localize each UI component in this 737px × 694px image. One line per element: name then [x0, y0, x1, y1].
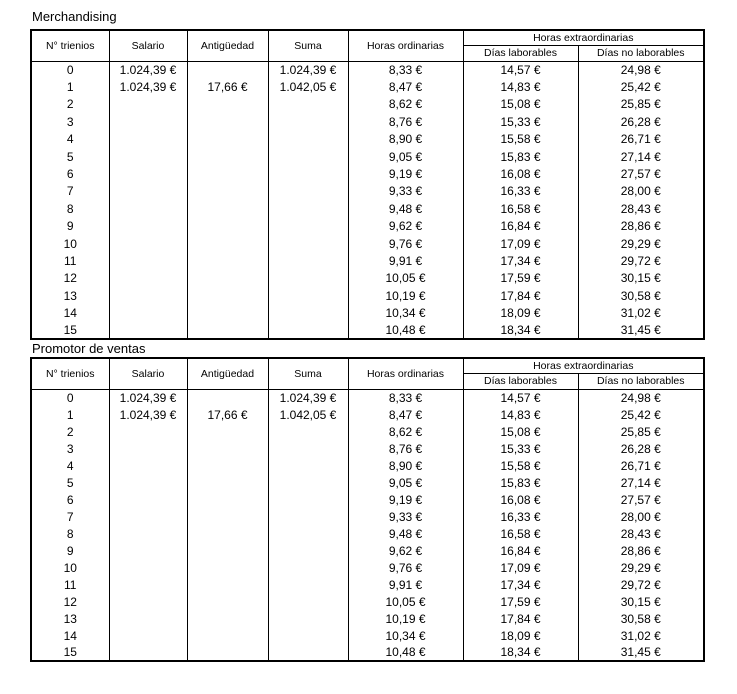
- cell-antiguedad: [187, 644, 268, 661]
- cell-trienios: 15: [31, 322, 109, 339]
- cell-antiguedad: [187, 610, 268, 627]
- table-body: [31, 61, 704, 339]
- cell-salario: [109, 423, 187, 440]
- cell-dias-laborables: 15,33 €: [463, 440, 578, 457]
- table-row: [31, 61, 704, 78]
- cell-trienios: 0: [31, 61, 109, 78]
- cell-trienios: 13: [31, 287, 109, 304]
- cell-trienios: 14: [31, 627, 109, 644]
- cell-salario: [109, 644, 187, 661]
- cell-suma: [268, 287, 348, 304]
- table-body: [31, 389, 704, 661]
- cell-horas-ordinarias: 8,33 €: [348, 389, 463, 406]
- col-header-antiguedad: Antigüedad: [187, 358, 268, 389]
- cell-antiguedad: [187, 423, 268, 440]
- cell-dias-laborables: 16,58 €: [463, 525, 578, 542]
- cell-trienios: 7: [31, 183, 109, 200]
- cell-dias-no-laborables: 26,28 €: [578, 440, 704, 457]
- cell-antiguedad: [187, 593, 268, 610]
- table-row: [31, 304, 704, 321]
- table-row: [31, 457, 704, 474]
- col-header-dias-laborables: Días laborables: [463, 45, 578, 61]
- cell-horas-ordinarias: 8,76 €: [348, 113, 463, 130]
- table-row: [31, 491, 704, 508]
- cell-trienios: 12: [31, 593, 109, 610]
- cell-dias-laborables: 17,09 €: [463, 559, 578, 576]
- col-header-suma: Suma: [268, 358, 348, 389]
- cell-salario: [109, 610, 187, 627]
- cell-horas-ordinarias: 9,76 €: [348, 559, 463, 576]
- cell-horas-ordinarias: 8,90 €: [348, 131, 463, 148]
- cell-trienios: 1: [31, 406, 109, 423]
- cell-antiguedad: [187, 525, 268, 542]
- cell-dias-laborables: 17,34 €: [463, 252, 578, 269]
- cell-suma: [268, 252, 348, 269]
- table-row: [31, 440, 704, 457]
- cell-horas-ordinarias: 10,19 €: [348, 287, 463, 304]
- cell-dias-no-laborables: 29,72 €: [578, 576, 704, 593]
- cell-suma: [268, 235, 348, 252]
- cell-trienios: 5: [31, 474, 109, 491]
- table-row: [31, 131, 704, 148]
- table-row: [31, 525, 704, 542]
- cell-trienios: 4: [31, 457, 109, 474]
- cell-dias-no-laborables: 30,58 €: [578, 610, 704, 627]
- table-row: [31, 389, 704, 406]
- cell-dias-laborables: 16,33 €: [463, 183, 578, 200]
- cell-dias-no-laborables: 27,14 €: [578, 148, 704, 165]
- cell-horas-ordinarias: 8,76 €: [348, 440, 463, 457]
- cell-dias-laborables: 15,08 €: [463, 423, 578, 440]
- cell-horas-ordinarias: 9,33 €: [348, 508, 463, 525]
- cell-antiguedad: [187, 270, 268, 287]
- cell-salario: [109, 542, 187, 559]
- table-block-promotor-de-ventas: [30, 341, 737, 662]
- cell-dias-no-laborables: 28,86 €: [578, 218, 704, 235]
- cell-suma: [268, 322, 348, 339]
- cell-dias-no-laborables: 25,85 €: [578, 96, 704, 113]
- cell-dias-laborables: 17,34 €: [463, 576, 578, 593]
- cell-trienios: 13: [31, 610, 109, 627]
- table-row: [31, 593, 704, 610]
- cell-suma: [268, 474, 348, 491]
- cell-dias-laborables: 15,33 €: [463, 113, 578, 130]
- cell-horas-ordinarias: 9,19 €: [348, 165, 463, 182]
- cell-dias-no-laborables: 28,43 €: [578, 200, 704, 217]
- cell-dias-laborables: 16,08 €: [463, 165, 578, 182]
- table-row: [31, 322, 704, 339]
- cell-dias-no-laborables: 26,28 €: [578, 113, 704, 130]
- cell-trienios: 10: [31, 235, 109, 252]
- col-header-suma: Suma: [268, 30, 348, 61]
- cell-suma: [268, 113, 348, 130]
- table-row: [31, 165, 704, 182]
- cell-suma: [268, 542, 348, 559]
- cell-horas-ordinarias: 10,34 €: [348, 627, 463, 644]
- cell-suma: [268, 440, 348, 457]
- cell-dias-laborables: 18,09 €: [463, 627, 578, 644]
- salary-table-promotor-de-ventas: [30, 357, 705, 662]
- cell-dias-laborables: 17,84 €: [463, 287, 578, 304]
- cell-horas-ordinarias: 10,19 €: [348, 610, 463, 627]
- table-row: [31, 644, 704, 661]
- cell-horas-ordinarias: 8,47 €: [348, 78, 463, 95]
- col-header-horas-extraordinarias: Horas extraordinarias: [463, 358, 704, 373]
- cell-horas-ordinarias: 8,47 €: [348, 406, 463, 423]
- cell-suma: [268, 165, 348, 182]
- cell-horas-ordinarias: 8,62 €: [348, 423, 463, 440]
- cell-salario: [109, 183, 187, 200]
- cell-dias-laborables: 16,33 €: [463, 508, 578, 525]
- cell-trienios: 6: [31, 165, 109, 182]
- cell-antiguedad: [187, 113, 268, 130]
- cell-trienios: 8: [31, 200, 109, 217]
- cell-dias-no-laborables: 27,57 €: [578, 491, 704, 508]
- cell-salario: [109, 148, 187, 165]
- col-header-horas-extraordinarias: Horas extraordinarias: [463, 30, 704, 45]
- cell-salario: [109, 131, 187, 148]
- cell-horas-ordinarias: 9,33 €: [348, 183, 463, 200]
- cell-salario: [109, 525, 187, 542]
- cell-horas-ordinarias: 9,19 €: [348, 491, 463, 508]
- table-row: [31, 508, 704, 525]
- cell-dias-laborables: 14,83 €: [463, 78, 578, 95]
- cell-dias-no-laborables: 29,29 €: [578, 559, 704, 576]
- cell-trienios: 10: [31, 559, 109, 576]
- cell-antiguedad: [187, 542, 268, 559]
- cell-dias-no-laborables: 26,71 €: [578, 457, 704, 474]
- salary-table-merchandising: [30, 29, 705, 340]
- cell-dias-laborables: 15,83 €: [463, 148, 578, 165]
- table-header: [31, 358, 704, 389]
- cell-horas-ordinarias: 9,91 €: [348, 252, 463, 269]
- cell-suma: [268, 423, 348, 440]
- cell-antiguedad: [187, 576, 268, 593]
- cell-antiguedad: [187, 131, 268, 148]
- cell-horas-ordinarias: 9,48 €: [348, 200, 463, 217]
- cell-salario: [109, 457, 187, 474]
- cell-antiguedad: [187, 322, 268, 339]
- table-row: [31, 576, 704, 593]
- cell-dias-no-laborables: 24,98 €: [578, 389, 704, 406]
- cell-suma: [268, 304, 348, 321]
- cell-antiguedad: [187, 183, 268, 200]
- cell-dias-laborables: 14,83 €: [463, 406, 578, 423]
- cell-antiguedad: [187, 304, 268, 321]
- cell-trienios: 9: [31, 218, 109, 235]
- cell-antiguedad: [187, 457, 268, 474]
- cell-antiguedad: 17,66 €: [187, 406, 268, 423]
- table-row: [31, 78, 704, 95]
- cell-antiguedad: [187, 148, 268, 165]
- cell-suma: 1.042,05 €: [268, 406, 348, 423]
- cell-trienios: 11: [31, 252, 109, 269]
- cell-antiguedad: [187, 627, 268, 644]
- cell-horas-ordinarias: 10,05 €: [348, 593, 463, 610]
- table-row: [31, 627, 704, 644]
- cell-antiguedad: [187, 474, 268, 491]
- cell-trienios: 12: [31, 270, 109, 287]
- cell-horas-ordinarias: 10,34 €: [348, 304, 463, 321]
- cell-suma: [268, 457, 348, 474]
- cell-salario: [109, 287, 187, 304]
- cell-dias-no-laborables: 31,02 €: [578, 304, 704, 321]
- cell-trienios: 14: [31, 304, 109, 321]
- cell-dias-laborables: 14,57 €: [463, 61, 578, 78]
- cell-suma: 1.042,05 €: [268, 78, 348, 95]
- cell-dias-laborables: 18,34 €: [463, 322, 578, 339]
- table-row: [31, 183, 704, 200]
- col-header-dias-no-laborables: Días no laborables: [578, 45, 704, 61]
- cell-horas-ordinarias: 8,33 €: [348, 61, 463, 78]
- table-row: [31, 474, 704, 491]
- cell-dias-laborables: 14,57 €: [463, 389, 578, 406]
- table-row: [31, 148, 704, 165]
- cell-salario: [109, 200, 187, 217]
- cell-trienios: 4: [31, 131, 109, 148]
- cell-salario: [109, 576, 187, 593]
- cell-dias-laborables: 17,59 €: [463, 593, 578, 610]
- cell-antiguedad: 17,66 €: [187, 78, 268, 95]
- cell-horas-ordinarias: 10,48 €: [348, 322, 463, 339]
- cell-dias-laborables: 15,83 €: [463, 474, 578, 491]
- cell-antiguedad: [187, 96, 268, 113]
- col-header-antiguedad: Antigüedad: [187, 30, 268, 61]
- cell-antiguedad: [187, 440, 268, 457]
- cell-antiguedad: [187, 508, 268, 525]
- cell-antiguedad: [187, 559, 268, 576]
- cell-dias-no-laborables: 29,29 €: [578, 235, 704, 252]
- table-row: [31, 406, 704, 423]
- cell-dias-laborables: 15,58 €: [463, 457, 578, 474]
- cell-dias-no-laborables: 28,86 €: [578, 542, 704, 559]
- table-row: [31, 96, 704, 113]
- cell-antiguedad: [187, 491, 268, 508]
- cell-salario: [109, 508, 187, 525]
- cell-salario: [109, 96, 187, 113]
- cell-salario: [109, 593, 187, 610]
- cell-dias-no-laborables: 25,42 €: [578, 406, 704, 423]
- cell-suma: [268, 508, 348, 525]
- cell-horas-ordinarias: 9,62 €: [348, 218, 463, 235]
- col-header-dias-no-laborables: Días no laborables: [578, 373, 704, 389]
- cell-antiguedad: [187, 235, 268, 252]
- cell-salario: [109, 252, 187, 269]
- cell-horas-ordinarias: 9,76 €: [348, 235, 463, 252]
- cell-antiguedad: [187, 61, 268, 78]
- cell-salario: [109, 440, 187, 457]
- table-row: [31, 235, 704, 252]
- cell-trienios: 0: [31, 389, 109, 406]
- cell-antiguedad: [187, 165, 268, 182]
- cell-antiguedad: [187, 218, 268, 235]
- cell-dias-no-laborables: 28,00 €: [578, 508, 704, 525]
- table-row: [31, 559, 704, 576]
- cell-suma: [268, 593, 348, 610]
- cell-suma: [268, 270, 348, 287]
- cell-salario: [109, 113, 187, 130]
- cell-horas-ordinarias: 10,48 €: [348, 644, 463, 661]
- cell-trienios: 7: [31, 508, 109, 525]
- cell-dias-laborables: 16,08 €: [463, 491, 578, 508]
- table-title-merchandising: Merchandising: [32, 9, 117, 24]
- cell-suma: [268, 559, 348, 576]
- cell-suma: [268, 525, 348, 542]
- cell-salario: [109, 627, 187, 644]
- cell-salario: [109, 491, 187, 508]
- cell-dias-no-laborables: 27,57 €: [578, 165, 704, 182]
- table-row: [31, 287, 704, 304]
- cell-salario: [109, 559, 187, 576]
- table-header: [31, 30, 704, 61]
- table-row: [31, 218, 704, 235]
- cell-dias-no-laborables: 31,45 €: [578, 322, 704, 339]
- table-row: [31, 113, 704, 130]
- cell-trienios: 2: [31, 96, 109, 113]
- header-row-top: [31, 30, 704, 45]
- col-header-salario: Salario: [109, 30, 187, 61]
- cell-dias-laborables: 17,84 €: [463, 610, 578, 627]
- col-header-horas-ordinarias: Horas ordinarias: [348, 30, 463, 61]
- cell-trienios: 9: [31, 542, 109, 559]
- cell-dias-laborables: 17,09 €: [463, 235, 578, 252]
- cell-trienios: 8: [31, 525, 109, 542]
- cell-dias-no-laborables: 31,02 €: [578, 627, 704, 644]
- table-row: [31, 252, 704, 269]
- cell-trienios: 6: [31, 491, 109, 508]
- cell-dias-laborables: 16,84 €: [463, 542, 578, 559]
- cell-suma: [268, 491, 348, 508]
- cell-dias-no-laborables: 26,71 €: [578, 131, 704, 148]
- cell-trienios: 15: [31, 644, 109, 661]
- col-header-salario: Salario: [109, 358, 187, 389]
- cell-salario: [109, 322, 187, 339]
- cell-suma: [268, 148, 348, 165]
- table-block-merchandising: [30, 9, 737, 340]
- cell-antiguedad: [187, 200, 268, 217]
- cell-horas-ordinarias: 10,05 €: [348, 270, 463, 287]
- cell-salario: 1.024,39 €: [109, 406, 187, 423]
- cell-antiguedad: [187, 389, 268, 406]
- cell-dias-no-laborables: 28,43 €: [578, 525, 704, 542]
- cell-horas-ordinarias: 9,05 €: [348, 474, 463, 491]
- cell-suma: [268, 644, 348, 661]
- cell-dias-no-laborables: 25,42 €: [578, 78, 704, 95]
- cell-dias-laborables: 16,58 €: [463, 200, 578, 217]
- cell-dias-no-laborables: 25,85 €: [578, 423, 704, 440]
- col-header-trienios: N° trienios: [31, 30, 109, 61]
- table-row: [31, 270, 704, 287]
- cell-trienios: 1: [31, 78, 109, 95]
- cell-horas-ordinarias: 9,62 €: [348, 542, 463, 559]
- cell-antiguedad: [187, 252, 268, 269]
- cell-antiguedad: [187, 287, 268, 304]
- cell-trienios: 11: [31, 576, 109, 593]
- cell-trienios: 5: [31, 148, 109, 165]
- table-row: [31, 423, 704, 440]
- cell-salario: 1.024,39 €: [109, 389, 187, 406]
- cell-dias-laborables: 18,09 €: [463, 304, 578, 321]
- cell-dias-no-laborables: 29,72 €: [578, 252, 704, 269]
- col-header-horas-ordinarias: Horas ordinarias: [348, 358, 463, 389]
- cell-dias-laborables: 16,84 €: [463, 218, 578, 235]
- col-header-trienios: N° trienios: [31, 358, 109, 389]
- cell-salario: 1.024,39 €: [109, 78, 187, 95]
- cell-dias-no-laborables: 31,45 €: [578, 644, 704, 661]
- cell-salario: 1.024,39 €: [109, 61, 187, 78]
- cell-suma: 1.024,39 €: [268, 389, 348, 406]
- cell-suma: [268, 183, 348, 200]
- cell-dias-no-laborables: 30,58 €: [578, 287, 704, 304]
- cell-suma: [268, 627, 348, 644]
- cell-dias-laborables: 17,59 €: [463, 270, 578, 287]
- cell-salario: [109, 165, 187, 182]
- cell-dias-laborables: 15,58 €: [463, 131, 578, 148]
- table-row: [31, 200, 704, 217]
- cell-suma: [268, 200, 348, 217]
- cell-salario: [109, 304, 187, 321]
- table-row: [31, 610, 704, 627]
- col-header-dias-laborables: Días laborables: [463, 373, 578, 389]
- cell-salario: [109, 474, 187, 491]
- cell-salario: [109, 270, 187, 287]
- cell-dias-no-laborables: 27,14 €: [578, 474, 704, 491]
- cell-dias-no-laborables: 28,00 €: [578, 183, 704, 200]
- table-title-promotor-de-ventas: Promotor de ventas: [32, 341, 146, 357]
- cell-horas-ordinarias: 8,90 €: [348, 457, 463, 474]
- cell-suma: [268, 131, 348, 148]
- cell-trienios: 2: [31, 423, 109, 440]
- cell-salario: [109, 218, 187, 235]
- cell-trienios: 3: [31, 113, 109, 130]
- header-row-top: [31, 358, 704, 373]
- cell-suma: 1.024,39 €: [268, 61, 348, 78]
- cell-dias-laborables: 15,08 €: [463, 96, 578, 113]
- cell-horas-ordinarias: 9,05 €: [348, 148, 463, 165]
- table-row: [31, 542, 704, 559]
- cell-horas-ordinarias: 9,48 €: [348, 525, 463, 542]
- cell-salario: [109, 235, 187, 252]
- cell-dias-no-laborables: 30,15 €: [578, 270, 704, 287]
- cell-trienios: 3: [31, 440, 109, 457]
- cell-suma: [268, 96, 348, 113]
- cell-dias-no-laborables: 24,98 €: [578, 61, 704, 78]
- cell-horas-ordinarias: 8,62 €: [348, 96, 463, 113]
- cell-suma: [268, 576, 348, 593]
- cell-suma: [268, 610, 348, 627]
- cell-suma: [268, 218, 348, 235]
- cell-dias-no-laborables: 30,15 €: [578, 593, 704, 610]
- cell-horas-ordinarias: 9,91 €: [348, 576, 463, 593]
- cell-dias-laborables: 18,34 €: [463, 644, 578, 661]
